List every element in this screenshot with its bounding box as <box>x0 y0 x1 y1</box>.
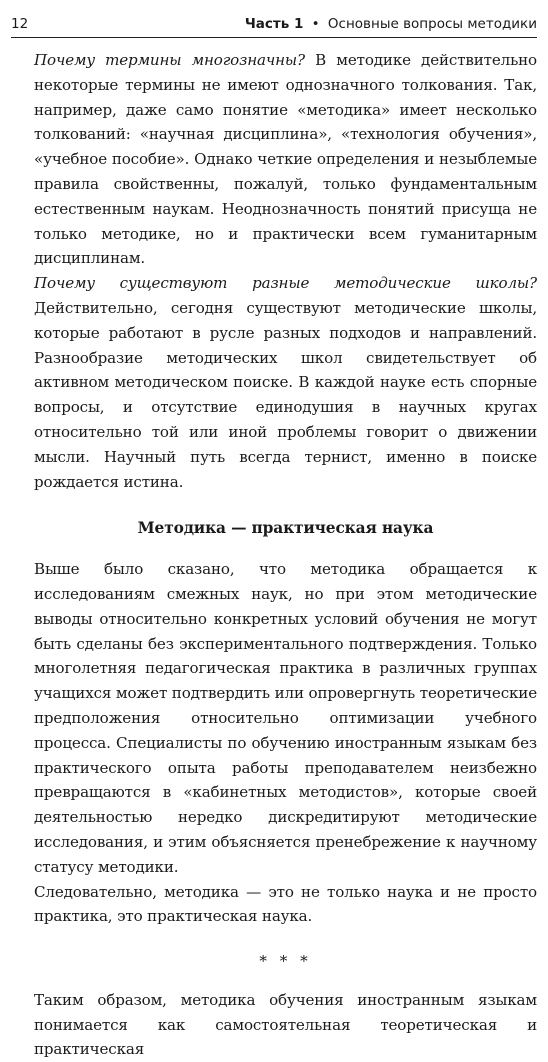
lead-question: Почему существуют разные методические школы? <box>34 274 537 293</box>
chapter-title: Основные вопросы методики <box>327 16 537 32</box>
body-text <box>34 48 537 1062</box>
page-number: 12 <box>11 16 29 32</box>
paragraph-schools <box>34 271 537 494</box>
paragraph-text: В методике действительно некоторые термины не имеют однозначного толкования. Так, например, даже само понятие «методика» имеет несколько толкований: «научная дисциплина», «технология обучения», «учебное пособие». Однако четкие определения и незыблемые правила свойственны, пожалуй, только фундаментальным естественным наукам. Неоднозначность понятий присуща не только методике, но и практически всем гуманитарным дисциплинам. <box>34 51 537 268</box>
lead-question: Почему термины многозначны? <box>34 51 305 69</box>
running-title <box>245 14 537 34</box>
paragraph-text: Действительно, сегодня существуют методические школы, которые работают в русле разных подходов и направлений. Разнообразие методических школ свидетельствует об активном методическом поиске. В каждой науке есть спорные вопросы, и отсутствие единодушия в научных кругах относительно той или иной проблемы говорит о движении мысли. Научный путь всегда тернист, именно в поиске рождается истина. <box>34 298 537 491</box>
running-head-separator: • <box>311 16 320 32</box>
paragraph-practice: Выше было сказано, что методика обращается к исследованиям смежных наук, но при этом методические выводы относительно конкретных условий обучения не могут быть сделаны без экспериментального подтверждения. Только многолетняя педагогическая практика в различных группах учащихся может подтвердить или опровергнуть теоретические предположения относительно оптимизации учебного процесса. Специалисты по обучению иностранным языкам без практического опыта работы преподавателем неизбежно превращаются в «кабинетных методистов», которые своей деятельностью нередко дискредитируют методические исследования, и этим объясняется пренебрежение к научному статусу методики. <box>34 560 537 876</box>
part-label: Часть 1 <box>244 16 304 32</box>
paragraph-terms <box>34 48 537 271</box>
running-head <box>11 14 537 36</box>
section-break-asterisms: * * * <box>259 952 312 971</box>
paragraph-closing: Таким образом, методика обучения иностранным языкам понимается как самостоятельная теоретическая и практическая <box>34 990 537 1059</box>
section-heading: Методика — практическая наука <box>137 519 434 538</box>
header-rule <box>11 37 537 38</box>
paragraph-conclusion: Следовательно, методика — это не только наука и не просто практика, это практическая наука. <box>34 882 537 926</box>
